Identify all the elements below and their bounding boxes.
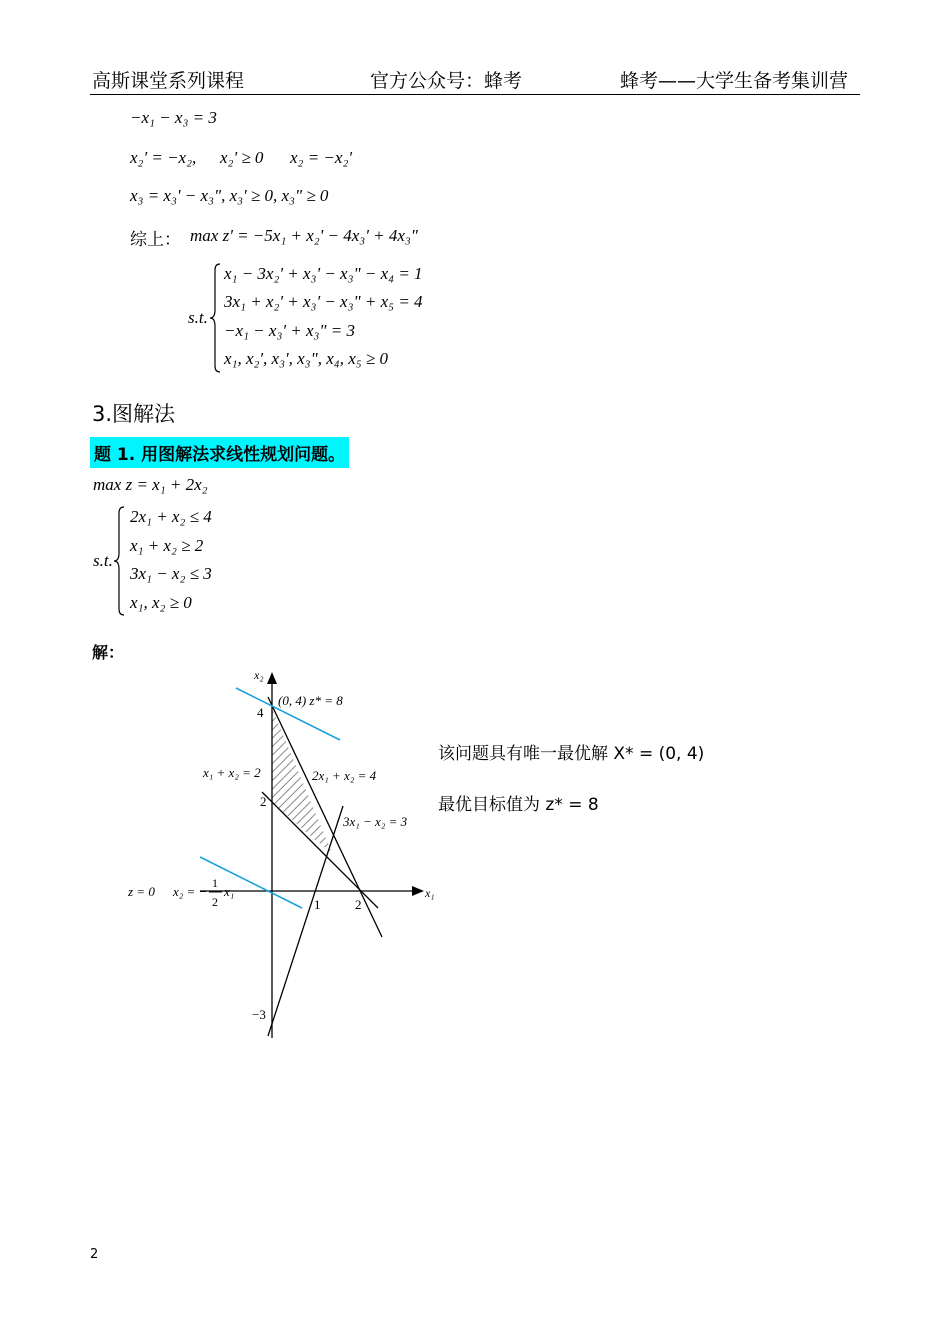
summary-label: 综上： <box>130 230 181 250</box>
prev-eq-2b: x₂' ≥ 0 <box>220 148 264 167</box>
label-iso-eq-right: x₁ <box>224 884 235 899</box>
x1-axis-label: x₁ <box>425 886 435 900</box>
prev-eq-2a: x₂' = −x₂, <box>130 148 197 167</box>
header-course: 高斯课堂系列课程 <box>92 70 245 92</box>
label-2x1-plus-x2-eq-4: 2x₁ + x₂ = 4 <box>312 768 377 783</box>
solution-label: 解： <box>92 643 125 662</box>
label-z-eq-0: z = 0 <box>128 884 155 899</box>
label-iso-eq-left: x₂ = − <box>173 884 208 899</box>
line-3x1-minus-x2-eq-3 <box>268 806 343 1036</box>
tick-y-4: 4 <box>257 705 264 720</box>
x2-axis-arrow <box>267 672 277 684</box>
conclusion-optimal-value: 最优目标值为 z* = 8 <box>438 795 599 815</box>
tick-y-neg3: −3 <box>252 1007 266 1022</box>
summary-objective: max z' = −5x₁ + x₂' − 4x₃' + 4x₃" <box>190 226 418 245</box>
prev-constraint-3: −x₁ − x₃' + x₃" = 3 <box>224 321 356 340</box>
header-account: 官方公众号：蜂考 <box>370 70 523 92</box>
optimum-label: (0, 4) z* = 8 <box>278 693 343 708</box>
x1-axis-arrow <box>412 886 424 896</box>
question-constraint-2: x₁ + x₂ ≥ 2 <box>130 536 204 555</box>
question-constraint-4: x₁, x₂ ≥ 0 <box>130 593 192 612</box>
question-constraint-1: 2x₁ + x₂ ≤ 4 <box>130 507 212 526</box>
question-st-label: s.t. <box>93 551 113 570</box>
section-title: 3.图解法 <box>92 402 176 426</box>
prev-constraint-2: 3x₁ + x₂' + x₃' − x₃" + x₅ = 4 <box>224 292 423 311</box>
label-frac-den: 2 <box>212 895 218 909</box>
prev-eq-3: x₃ = x₃' − x₃", x₃' ≥ 0, x₃" ≥ 0 <box>130 186 329 205</box>
label-x1-plus-x2-eq-2: x₁ + x₂ = 2 <box>203 765 261 780</box>
label-frac-num: 1 <box>212 876 218 890</box>
prev-constraint-4: x₁, x₂', x₃', x₃", x₄, x₅ ≥ 0 <box>224 349 388 368</box>
tick-x-1: 1 <box>314 897 321 912</box>
conclusion-optimal-solution: 该问题具有唯一最优解 X* = (0, 4) <box>438 744 705 764</box>
page-number: 2 <box>90 1247 99 1262</box>
prev-st-label: s.t. <box>188 308 208 327</box>
prev-eq-2c: x₂ = −x₂' <box>290 148 352 167</box>
tick-y-2: 2 <box>260 794 267 809</box>
label-3x1-minus-x2-eq-3: 3x₁ − x₂ = 3 <box>343 814 408 829</box>
question-constraint-3: 3x₁ − x₂ ≤ 3 <box>130 564 212 583</box>
question-label: 题 1. 用图解法求线性规划问题。 <box>90 437 349 468</box>
header-slogan: 蜂考——大学生备考集训营 <box>620 70 849 92</box>
tick-x-2: 2 <box>355 897 362 912</box>
x2-axis-label: x₂ <box>254 668 264 682</box>
question-objective: max z = x₁ + 2x₂ <box>93 475 208 494</box>
prev-eq-1: −x₁ − x₃ = 3 <box>130 108 217 127</box>
prev-constraint-1: x₁ − 3x₂' + x₃' − x₃" − x₄ = 1 <box>224 264 423 283</box>
